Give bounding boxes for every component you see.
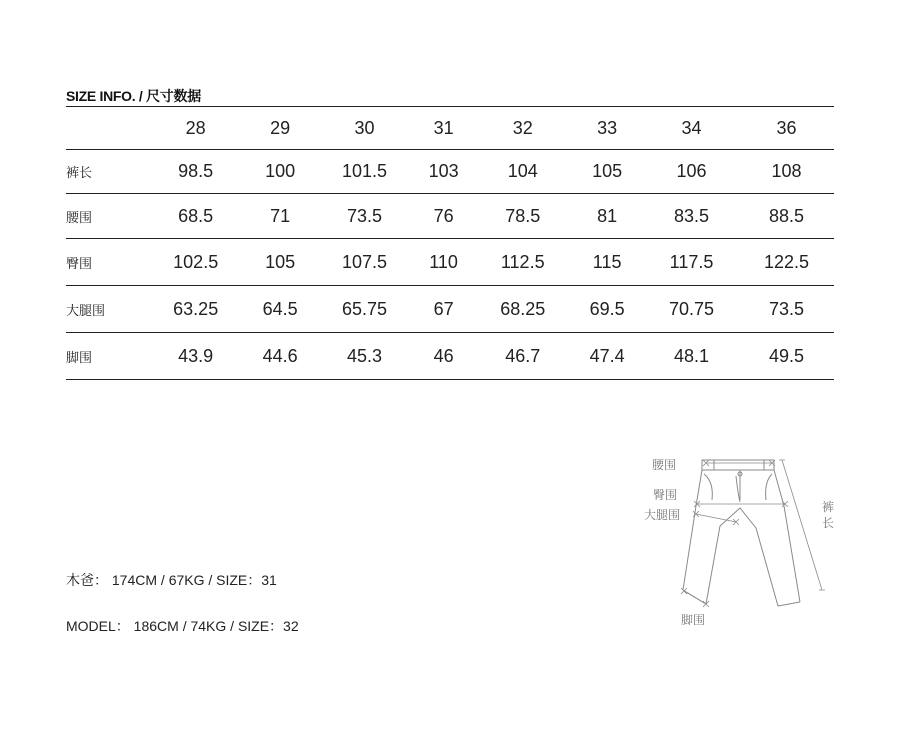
table-cell: 49.5: [768, 345, 805, 366]
header-cell: 36: [776, 117, 797, 138]
pants-measurement-diagram: [640, 448, 850, 638]
table-cell: 68.25: [500, 298, 546, 319]
table-row: [66, 194, 834, 239]
table-row: [66, 150, 834, 194]
table-cell: 63.25: [173, 298, 219, 319]
label-length-1: 裤: [822, 500, 835, 514]
table-cell: 103: [428, 161, 459, 181]
label-length-2: 长: [822, 516, 835, 530]
table-cell: 48.1: [674, 345, 710, 366]
table-cell: 70.75: [669, 298, 715, 319]
model-info-1: 木爸： 174CM / 67KG / SIZE：31: [66, 572, 277, 588]
table-cell: 105: [592, 161, 623, 181]
size-table: [66, 106, 834, 380]
table-cell: 101.5: [341, 161, 387, 181]
table-cell: 46.7: [505, 345, 541, 366]
table-cell: 102.5: [173, 251, 219, 272]
table-cell: 104: [507, 161, 538, 181]
label-hem: 脚围: [681, 613, 706, 627]
table-cell: 64.5: [262, 298, 298, 319]
table-cell: 110: [429, 251, 458, 272]
model-info-2: MODEL： 186CM / 74KG / SIZE：32: [66, 618, 299, 634]
table-row: [66, 286, 834, 333]
table-cell: 108: [771, 161, 802, 181]
table-cell: 47.4: [589, 345, 625, 366]
table-cell: 67: [433, 298, 454, 319]
table-cell: 68.5: [178, 205, 214, 226]
table-cell: 76: [433, 205, 454, 226]
row-label: 裤长: [66, 166, 93, 181]
table-cell: 65.75: [341, 298, 387, 319]
label-waist: 腰围: [652, 458, 677, 472]
header-cell: 31: [433, 117, 454, 138]
header-cell: [66, 107, 148, 150]
table-cell: 78.5: [505, 205, 541, 226]
table-cell: 107.5: [341, 251, 387, 272]
table-cell: 45.3: [346, 345, 382, 366]
header-cell: 29: [270, 117, 291, 138]
header-cell: 34: [681, 117, 702, 138]
table-row: [66, 239, 834, 286]
header-cell: 30: [354, 117, 375, 138]
header-cell: 33: [597, 117, 618, 138]
table-cell: 71: [270, 205, 291, 226]
table-cell: 44.6: [262, 345, 298, 366]
table-cell: 105: [265, 251, 296, 272]
table-cell: 98.5: [178, 161, 214, 181]
table-cell: 43.9: [178, 345, 214, 366]
table-row: [66, 333, 834, 380]
table-cell: 106: [676, 161, 707, 181]
row-label: 大腿围: [66, 303, 106, 319]
table-cell: 115: [592, 251, 622, 272]
table-cell: 83.5: [674, 205, 710, 226]
table-cell: 112.5: [500, 251, 545, 272]
table-header-row: [66, 107, 834, 150]
row-label: 脚围: [66, 350, 93, 366]
table-cell: 73.5: [346, 205, 382, 226]
size-info-title: SIZE INFO. / 尺寸数据: [66, 88, 201, 104]
row-label: 臀围: [66, 256, 93, 272]
table-cell: 122.5: [763, 251, 810, 272]
table-cell: 117.5: [669, 251, 714, 272]
header-cell: 32: [512, 117, 533, 138]
table-cell: 81: [597, 205, 618, 226]
label-thigh: 大腿围: [644, 508, 681, 522]
pants-outline-illustration: [640, 448, 850, 638]
header-cell: 28: [185, 117, 206, 138]
table-cell: 69.5: [589, 298, 625, 319]
table-cell: 46: [433, 345, 454, 366]
table-cell: 88.5: [768, 205, 805, 226]
row-label: 腰围: [66, 210, 93, 226]
table-cell: 73.5: [768, 298, 805, 319]
label-hip: 臀围: [653, 488, 678, 502]
table-cell: 100: [265, 161, 296, 181]
